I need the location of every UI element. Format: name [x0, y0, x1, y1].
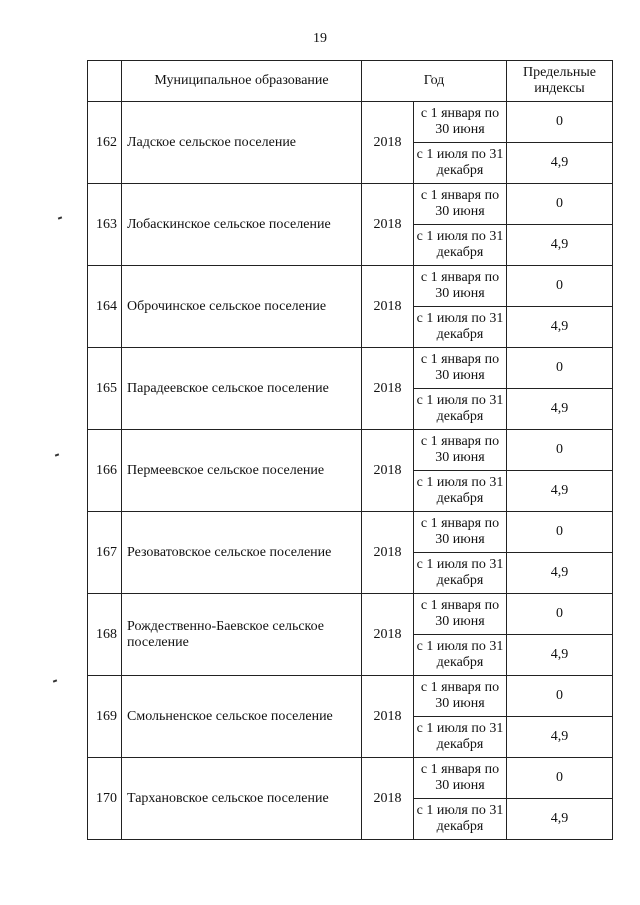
period-cell: с 1 июля по 31 декабря: [414, 225, 507, 266]
year-cell: 2018: [362, 758, 414, 840]
table-row: [88, 102, 613, 143]
index-value: 0: [507, 184, 613, 225]
index-value: 4,9: [507, 799, 613, 840]
period-cell: с 1 января по 30 июня: [414, 102, 507, 143]
period-cell: с 1 января по 30 июня: [414, 348, 507, 389]
index-value: 4,9: [507, 143, 613, 184]
table-row: [88, 184, 613, 225]
year-cell: 2018: [362, 184, 414, 266]
period-cell: с 1 июля по 31 декабря: [414, 635, 507, 676]
year-cell: 2018: [362, 512, 414, 594]
index-value: 4,9: [507, 225, 613, 266]
period-cell: с 1 июля по 31 декабря: [414, 471, 507, 512]
period-cell: с 1 января по 30 июня: [414, 266, 507, 307]
index-value: 4,9: [507, 635, 613, 676]
municipality-name: Резоватовское сельское поселение: [122, 512, 362, 594]
table-row: [88, 758, 613, 799]
year-cell: 2018: [362, 102, 414, 184]
index-value: 4,9: [507, 389, 613, 430]
index-value: 0: [507, 594, 613, 635]
period-cell: с 1 июля по 31 декабря: [414, 799, 507, 840]
period-cell: с 1 января по 30 июня: [414, 594, 507, 635]
period-cell: с 1 января по 30 июня: [414, 676, 507, 717]
scan-mark: [53, 679, 57, 682]
row-number: 170: [88, 758, 122, 840]
table-header-row: [88, 61, 613, 102]
row-number: 163: [88, 184, 122, 266]
year-cell: 2018: [362, 266, 414, 348]
index-value: 0: [507, 676, 613, 717]
period-cell: с 1 января по 30 июня: [414, 512, 507, 553]
index-value: 0: [507, 102, 613, 143]
index-value: 0: [507, 758, 613, 799]
municipality-name: Парадеевское сельское поселение: [122, 348, 362, 430]
index-value: 4,9: [507, 717, 613, 758]
row-number: 169: [88, 676, 122, 758]
scan-mark: [58, 216, 62, 219]
scan-mark: [55, 453, 59, 456]
period-cell: с 1 июля по 31 декабря: [414, 143, 507, 184]
municipality-name: Рождественно-Баевское сельское поселение: [122, 594, 362, 676]
row-number: 168: [88, 594, 122, 676]
municipality-name: Пермеевское сельское поселение: [122, 430, 362, 512]
header-index: Предельные индексы: [507, 61, 613, 102]
index-value: 0: [507, 266, 613, 307]
year-cell: 2018: [362, 430, 414, 512]
period-cell: с 1 июля по 31 декабря: [414, 389, 507, 430]
index-value: 0: [507, 348, 613, 389]
table-body: [88, 102, 613, 840]
table-row: [88, 512, 613, 553]
row-number: 164: [88, 266, 122, 348]
table-row: [88, 266, 613, 307]
year-cell: 2018: [362, 676, 414, 758]
row-number: 162: [88, 102, 122, 184]
municipality-name: Лобаскинское сельское поселение: [122, 184, 362, 266]
municipality-name: Оброчинское сельское поселение: [122, 266, 362, 348]
period-cell: с 1 января по 30 июня: [414, 758, 507, 799]
table-row: [88, 594, 613, 635]
index-value: 4,9: [507, 471, 613, 512]
table-row: [88, 676, 613, 717]
period-cell: с 1 июля по 31 декабря: [414, 307, 507, 348]
index-value: 0: [507, 430, 613, 471]
table-row: [88, 430, 613, 471]
row-number: 166: [88, 430, 122, 512]
year-cell: 2018: [362, 594, 414, 676]
page-number: 19: [313, 31, 327, 46]
index-value: 0: [507, 512, 613, 553]
municipality-name: Смольненское сельское поселение: [122, 676, 362, 758]
header-municipality: Муниципальное образование: [122, 61, 362, 102]
row-number: 167: [88, 512, 122, 594]
table-row: [88, 348, 613, 389]
period-cell: с 1 января по 30 июня: [414, 430, 507, 471]
index-value: 4,9: [507, 307, 613, 348]
row-number: 165: [88, 348, 122, 430]
period-cell: с 1 июля по 31 декабря: [414, 717, 507, 758]
municipality-name: Тархановское сельское поселение: [122, 758, 362, 840]
indices-table: [87, 60, 613, 840]
index-value: 4,9: [507, 553, 613, 594]
header-year: Год: [362, 61, 507, 102]
period-cell: с 1 июля по 31 декабря: [414, 553, 507, 594]
header-number: [88, 61, 122, 102]
year-cell: 2018: [362, 348, 414, 430]
period-cell: с 1 января по 30 июня: [414, 184, 507, 225]
municipality-name: Ладское сельское поселение: [122, 102, 362, 184]
